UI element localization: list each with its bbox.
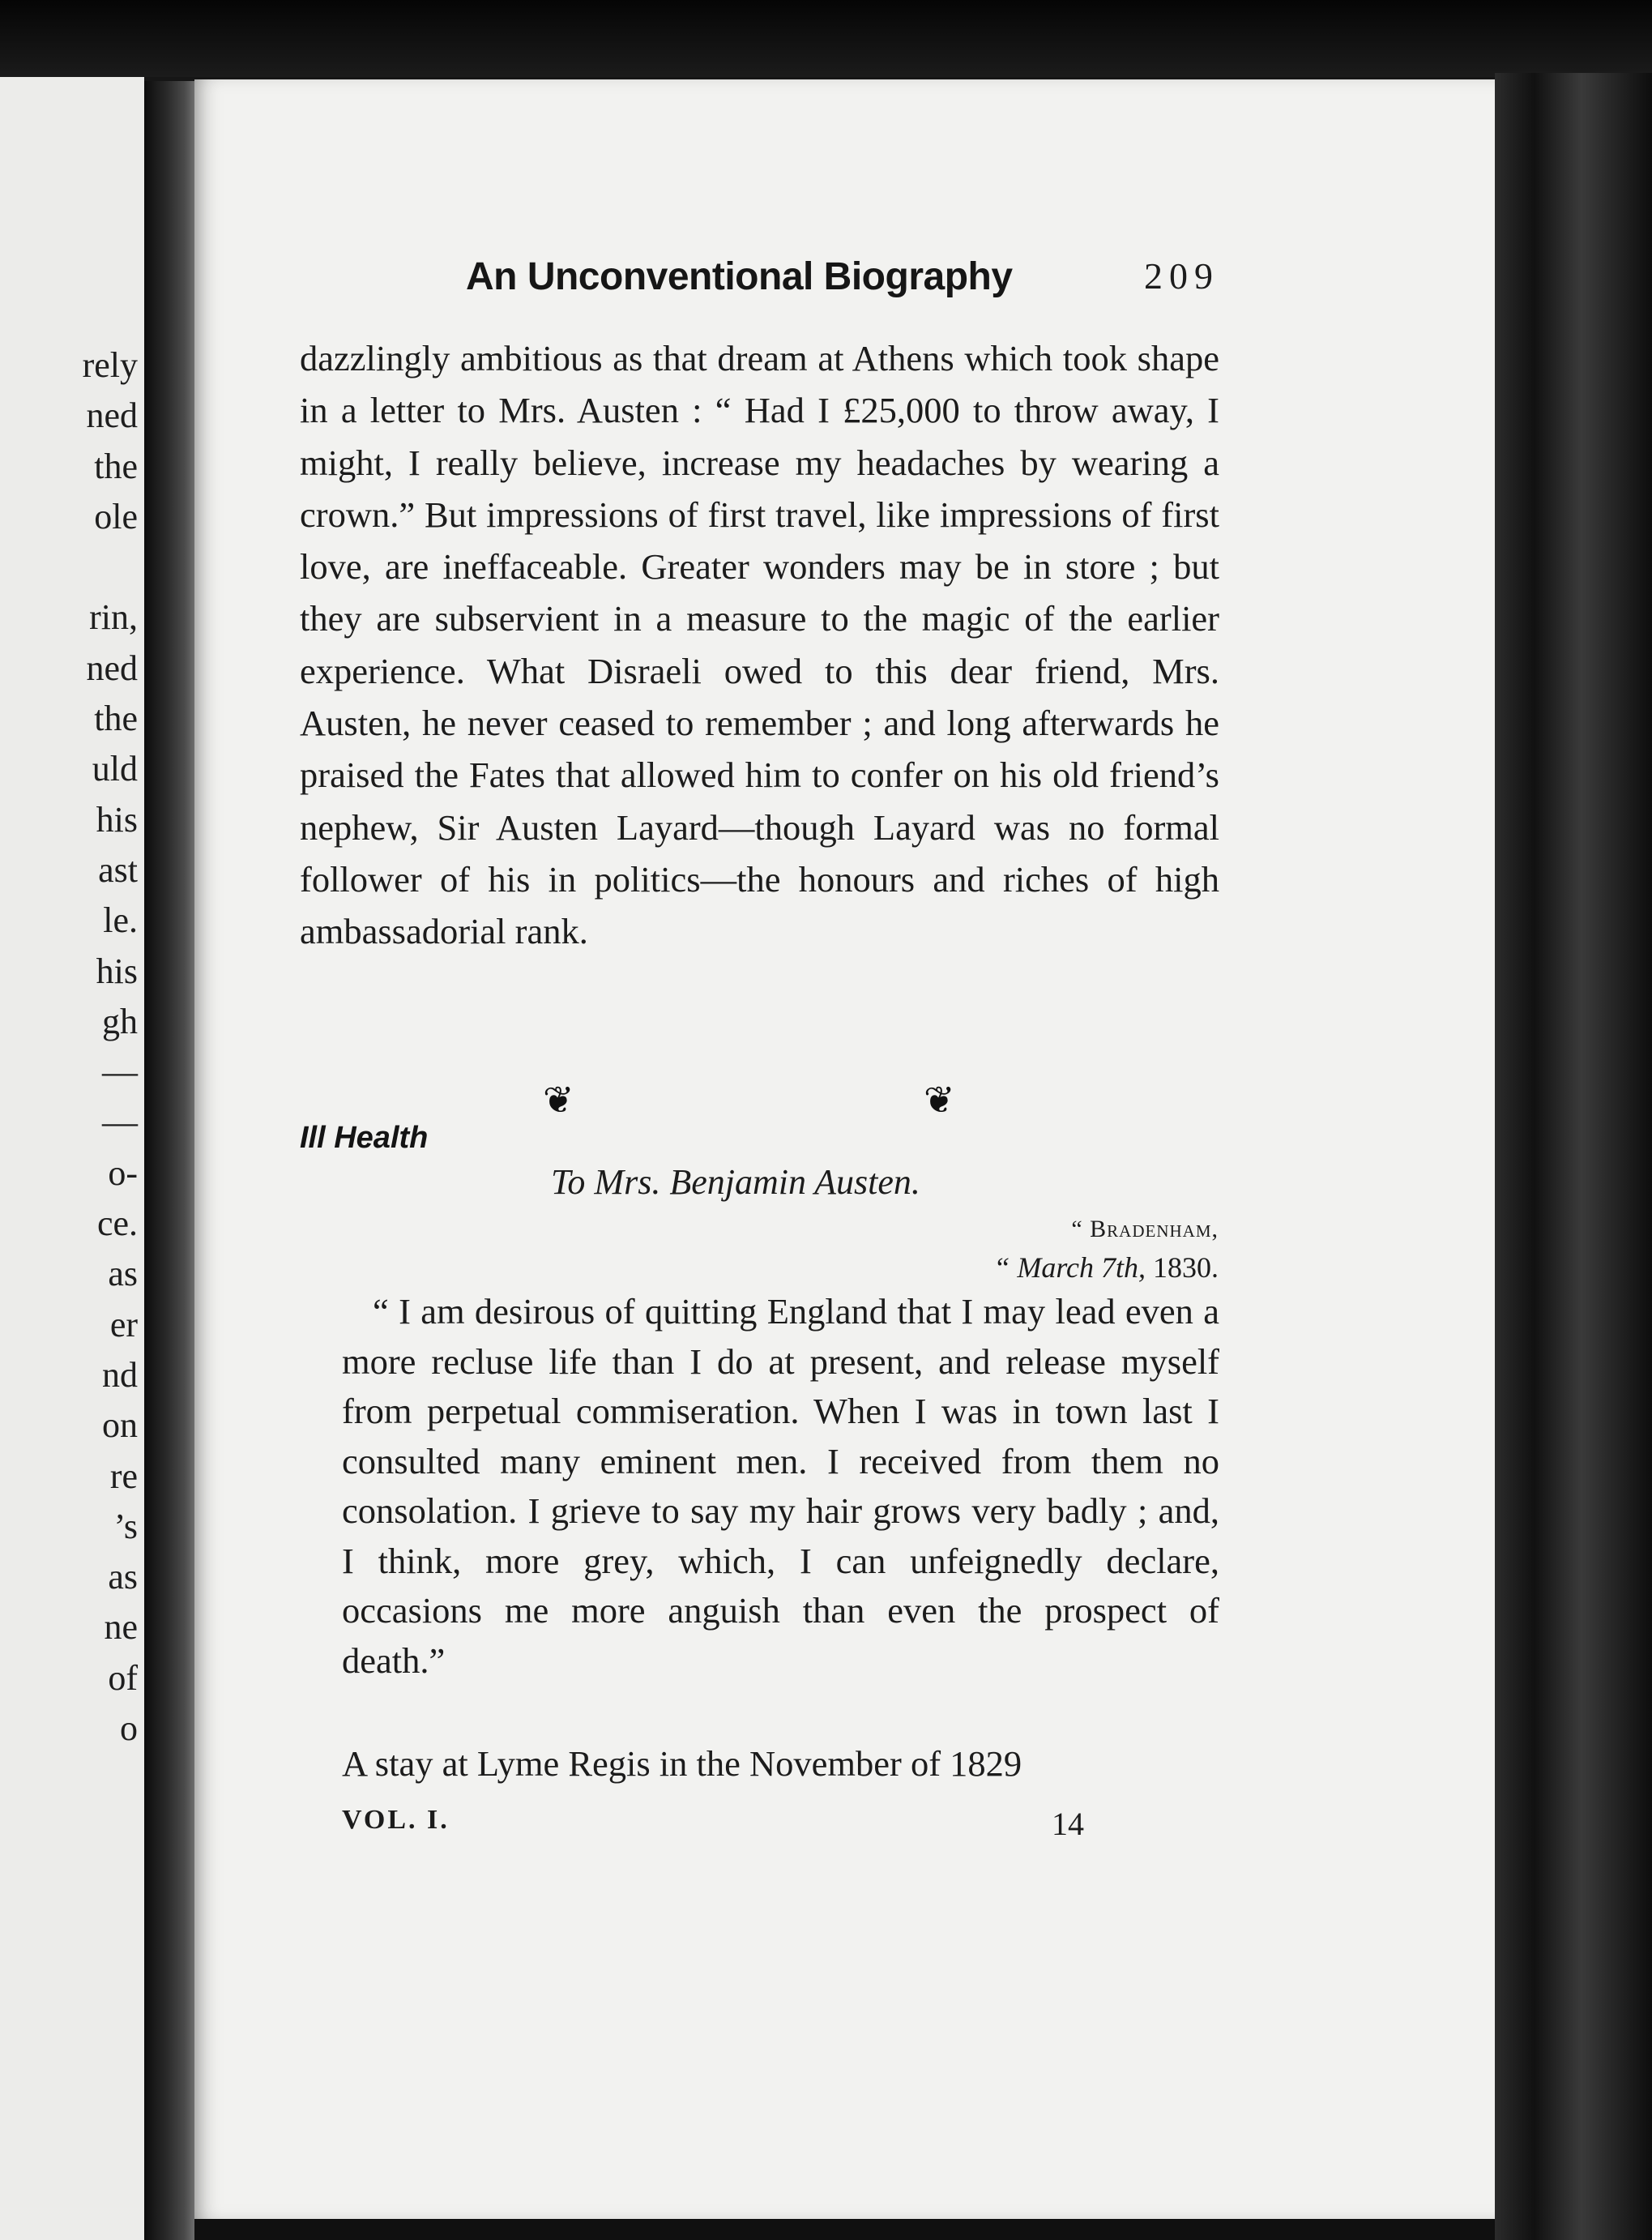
line-fragment: as xyxy=(108,1557,138,1597)
dateline-year: 1830. xyxy=(1153,1251,1219,1284)
page-number: 209 xyxy=(1144,255,1219,297)
line-fragment: his xyxy=(96,951,138,991)
line-fragment: his xyxy=(96,799,138,840)
line-fragment: of xyxy=(108,1657,138,1698)
line-fragment: on xyxy=(102,1405,138,1446)
line-fragment: ’s xyxy=(113,1506,138,1546)
running-header xyxy=(466,254,1219,311)
line-fragment: ole xyxy=(94,496,138,536)
body-paragraph: dazzlingly ambitious as that dream at Athens which took shape in a letter to Mrs. Austen : “ Had I £25,000 to throw away, I might, I really believe, increase my headaches by wearing a crown.” But impressions of first travel, like impressions of first love, are ineffaceable. Greater wonders may be in store ; but they are subservient in a measure to the magic of the earlier experience. What Disraeli owed to this dear friend, Mrs. Austen, he never ceased to remember ; and long afterwards he praised the Fates that allowed him to confer on his old friend’s nephew, Sir Austen Layard—though Layard was no formal follower of his in politics—the honours and riches of high ambassadorial rank. xyxy=(300,338,1219,952)
line-fragment: the xyxy=(94,699,138,739)
facing-page-text xyxy=(83,340,138,1754)
side-note: Ill Health xyxy=(300,1121,429,1155)
signature-mark: 14 xyxy=(1052,1806,1084,1842)
fleuron-icon: ❦ xyxy=(924,1079,955,1121)
body-paragraph: A stay at Lyme Regis in the November of 1829 xyxy=(342,1743,1022,1784)
line-fragment: nd xyxy=(102,1354,138,1395)
dateline-date: “ March 7th, xyxy=(993,1251,1146,1284)
letter-dateline-place: “ Bradenham, xyxy=(1071,1216,1219,1242)
line-fragment: rin, xyxy=(89,597,138,638)
line-fragment: uld xyxy=(92,749,138,789)
line-fragment: — xyxy=(102,1052,138,1092)
fleuron-icon: ❦ xyxy=(543,1079,574,1121)
book-cover-edge xyxy=(1495,73,1652,2240)
line-fragment xyxy=(83,542,138,592)
section-ornaments xyxy=(543,1078,997,1126)
line-fragment: ast xyxy=(98,849,138,890)
line-fragment: le. xyxy=(103,900,138,941)
line-fragment: ce. xyxy=(96,1203,138,1244)
line-fragment: gh xyxy=(102,1001,138,1041)
line-fragment: ned xyxy=(86,395,138,436)
line-fragment: as xyxy=(108,1254,138,1294)
letter-heading: To Mrs. Benjamin Austen. xyxy=(551,1162,920,1202)
line-fragment: rely xyxy=(82,345,138,385)
facing-page-edge xyxy=(0,77,144,2240)
line-fragment: er xyxy=(109,1304,138,1344)
letter-dateline-date xyxy=(993,1250,1219,1285)
line-fragment: o- xyxy=(108,1152,138,1193)
line-fragment: re xyxy=(109,1456,138,1496)
line-fragment: ne xyxy=(104,1607,138,1648)
line-fragment: — xyxy=(102,1102,138,1143)
running-title: An Unconventional Biography xyxy=(466,255,1013,298)
scan-border-bottom xyxy=(194,2219,1495,2240)
book-gutter xyxy=(144,81,194,2240)
scan-border-top xyxy=(0,0,1652,77)
page-footer xyxy=(342,1805,1084,1845)
line-fragment: o xyxy=(120,1708,138,1749)
line-fragment: the xyxy=(94,446,138,486)
letter-quote: “ I am desirous of quitting England that I may lead even a more recluse life than I do at present, and release myself from perpetual commiseration. When I was in town last I consulted many eminent men. I received from them no consolation. I grieve to say my hair grows very badly ; and, I think, more grey, which, I can unfeignedly declare, occasions me more anguish than even the prospect of death.” xyxy=(342,1291,1219,1681)
line-fragment: ned xyxy=(86,648,138,688)
volume-label: VOL. I. xyxy=(342,1805,450,1835)
